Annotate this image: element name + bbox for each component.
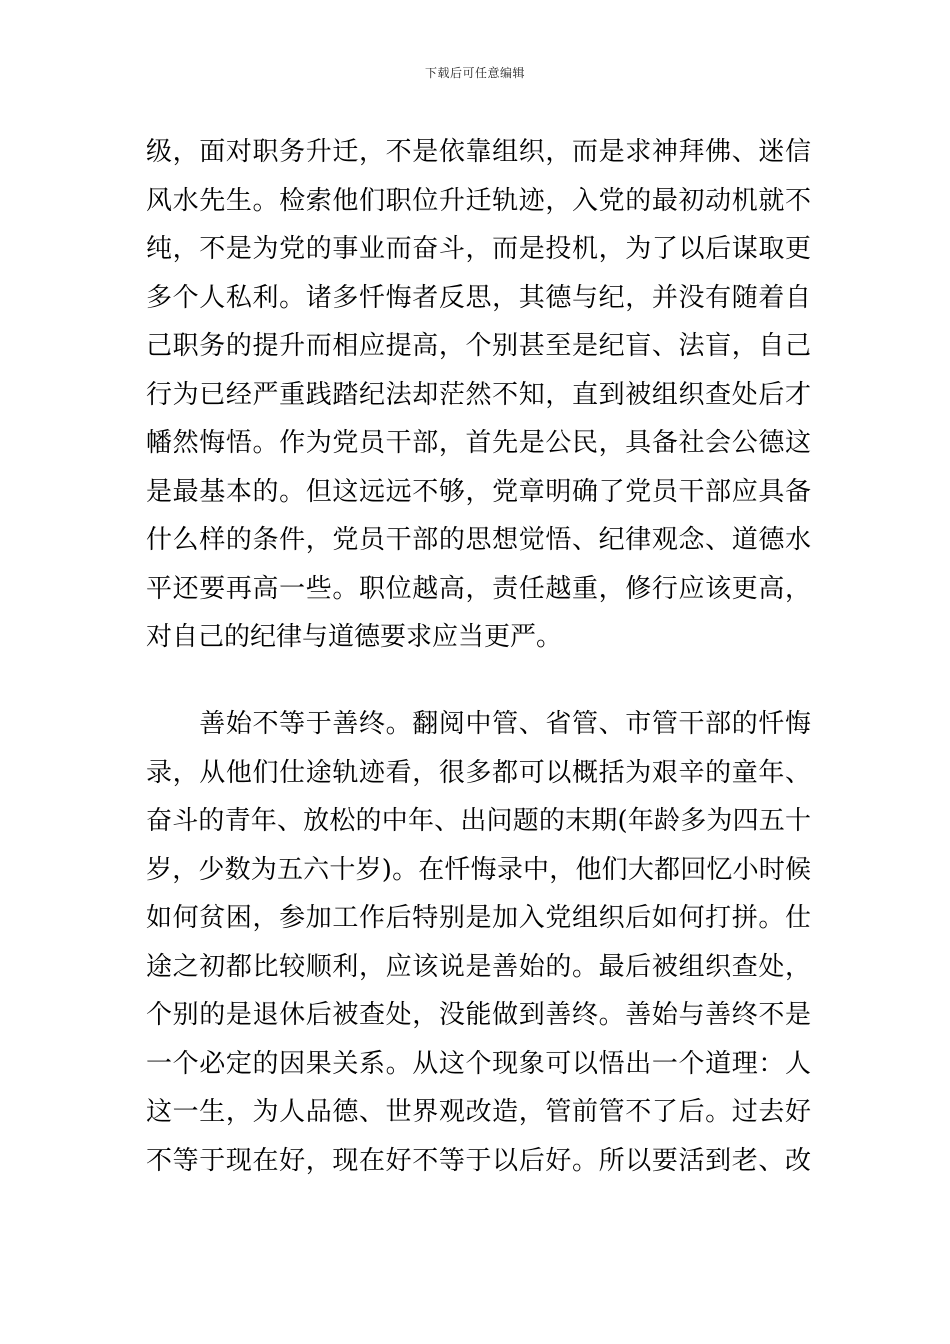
text-line: 风水先生。检索他们职位升迁轨迹，入党的最初动机就不 [146,185,811,216]
text-line: 纯，不是为党的事业而奋斗，而是投机，为了以后谋取更 [146,234,811,264]
text-line: 岁，少数为五六十岁)。在忏悔录中，他们大都回忆小时候 [146,854,811,885]
paragraph-1 [146,128,811,662]
text-line: 这一生，为人品德、世界观改造，管前管不了后。过去好 [146,1097,811,1127]
text-line: 平还要再高一些。职位越高，责任越重，修行应该更高， [146,573,811,604]
text-line: 如何贫困，参加工作后特别是加入党组织后如何打拼。仕 [146,903,811,933]
text-line: 什么样的条件，党员干部的思想觉悟、纪律观念、道德水 [146,525,811,555]
text-line: 级，面对职务升迁，不是依靠组织，而是求神拜佛、迷信 [146,137,811,167]
text-line: 善始不等于善终。翻阅中管、省管、市管干部的忏悔 [146,709,811,739]
paragraph-2 [146,700,811,1185]
text-line: 是最基本的。但这远远不够，党章明确了党员干部应具备 [146,476,811,507]
text-line: 个别的是退休后被查处，没能做到善终。善始与善终不是 [146,1000,811,1030]
text-line: 奋斗的青年、放松的中年、出问题的末期(年龄多为四五十 [146,806,811,836]
text-line: 幡然悔悟。作为党员干部，首先是公民，具备社会公德这 [146,428,811,458]
text-line: 行为已经严重践踏纪法却茫然不知，直到被组织查处后才 [146,379,811,410]
page-header: 下载后可任意编辑 [424,66,525,80]
text-line: 己职务的提升而相应提高，个别甚至是纪盲、法盲，自己 [146,331,811,361]
text-line: 对自己的纪律与道德要求应当更严。 [146,622,563,652]
text-line: 不等于现在好，现在好不等于以后好。所以要活到老、改 [146,1145,811,1176]
text-line: 多个人私利。诸多忏悔者反思，其德与纪，并没有随着自 [146,282,811,313]
text-line: 途之初都比较顺利，应该说是善始的。最后被组织查处， [146,951,811,982]
text-line: 录，从他们仕途轨迹看，很多都可以概括为艰辛的童年、 [146,757,811,788]
text-line: 一个必定的因果关系。从这个现象可以悟出一个道理：人 [146,1048,811,1079]
